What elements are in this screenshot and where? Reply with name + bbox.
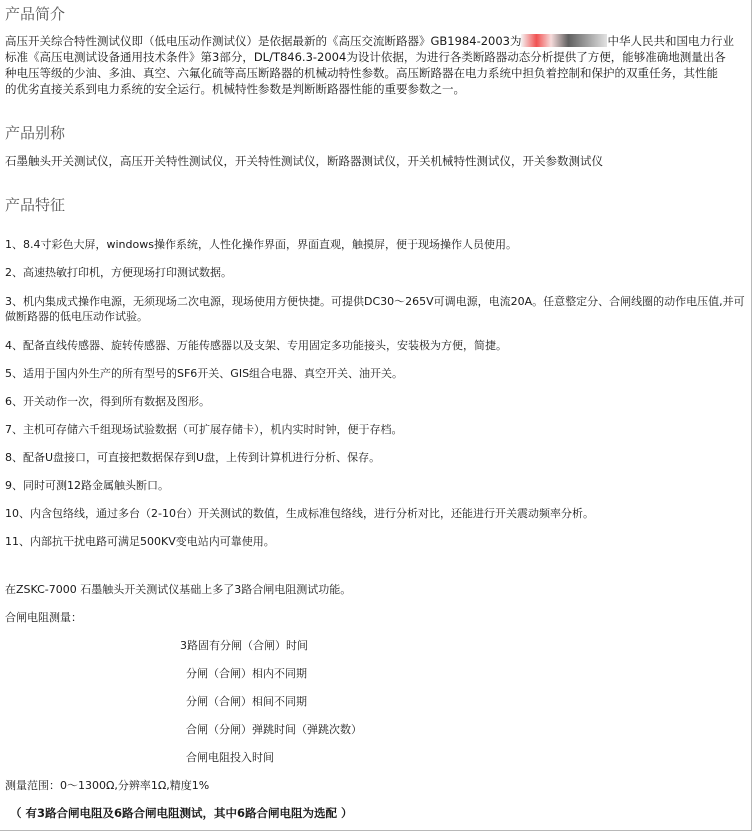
resistance-item: 合闸电阻投入时间: [186, 751, 274, 764]
features-heading: 产品特征: [5, 196, 66, 214]
intro-line: 的优劣直接关系到电力系统的安全运行。机械特性参数是判断断路器性能的重要参数之一。: [5, 82, 465, 96]
feature-item: 7、主机可存储六千组现场试验数据（可扩展存储卡），机内实时时钟，便于存档。: [5, 423, 403, 436]
aliases-text: 石墨触头开关测试仪，高压开关特性测试仪，开关特性测试仪，断路器测试仪，开关机械特性测试仪，开关参数测试仪: [5, 154, 603, 168]
feature-item: 6、开关动作一次，得到所有数据及图形。: [5, 395, 210, 408]
intro-line: 种电压等级的少油、多油、真空、六氟化硫等高压断路器的机械动特性参数。高压断路器在电力系统中担负着控制和保护的双重任务，其性能: [5, 66, 718, 80]
measurement-range: 测量范围：0～1300Ω,分辨率1Ω,精度1%: [5, 779, 210, 792]
intro-paragraph: [5, 33, 747, 97]
feature-item: 2、高速热敏打印机，方便现场打印测试数据。: [5, 266, 232, 279]
optional-note: （ 有3路合闸电阻及6路合闸电阻测试，其中6路合闸电阻为选配 ）: [10, 806, 353, 820]
aliases-heading: 产品别称: [5, 124, 66, 142]
intro-line: 标准《高压电测试设备通用技术条件》第3部分，DL/T846.3-2004为设计依据，为进行各类断路器动态分析提供了方便，能够准确地测量出各: [5, 50, 726, 64]
extra-intro-text: 在ZSKC-7000 石墨触头开关测试仪基础上多了3路合闸电阻测试功能。: [5, 583, 352, 596]
feature-item: 10、内含包络线，通过多台（2-10台）开关测试的数值，生成标准包络线，进行分析对比，还能进行开关震动频率分析。: [5, 507, 594, 520]
intro-line: 高压开关综合特性测试仪即（低电压动作测试仪）是依据最新的《高压交流断路器》GB1984-2003为 中华人民共和国电力行业: [5, 34, 734, 48]
feature-item: 5、适用于国内外生产的所有型号的SF6开关、GIS组合电器、真空开关、油开关。: [5, 367, 404, 380]
resistance-item: 分闸（合闸）相内不同期: [186, 667, 307, 680]
resistance-item: 分闸（合闸）相间不同期: [186, 695, 307, 708]
resistance-label: 合闸电阻测量：: [5, 611, 82, 624]
feature-item: 3、机内集成式操作电源，无须现场二次电源，现场使用方便快捷。可提供DC30～265V可调电源，电流20A。任意整定分、合闸线圈的动作电压值,并可做断路器的低电压动作试验。: [5, 295, 745, 323]
feature-item: 4、配备直线传感器、旋转传感器、万能传感器以及支架、专用固定多功能接头，安装极为方便，简捷。: [5, 339, 507, 352]
feature-item: 9、同时可测12路金属触头断口。: [5, 479, 169, 492]
redacted-watermark: [521, 34, 607, 47]
feature-item: 11、内部抗干扰电路可满足500KV变电站内可靠使用。: [5, 535, 275, 548]
intro-heading: 产品简介: [5, 5, 66, 23]
feature-item: 8、配备U盘接口，可直接把数据保存到U盘，上传到计算机进行分析、保存。: [5, 451, 381, 464]
resistance-item: 合闸（分闸）弹跳时间（弹跳次数）: [186, 723, 362, 736]
resistance-item: 3路固有分闸（合闸）时间: [180, 639, 308, 652]
feature-item: 1、8.4寸彩色大屏，windows操作系统，人性化操作界面，界面直观，触摸屏，便于现场操作人员使用。: [5, 238, 517, 251]
